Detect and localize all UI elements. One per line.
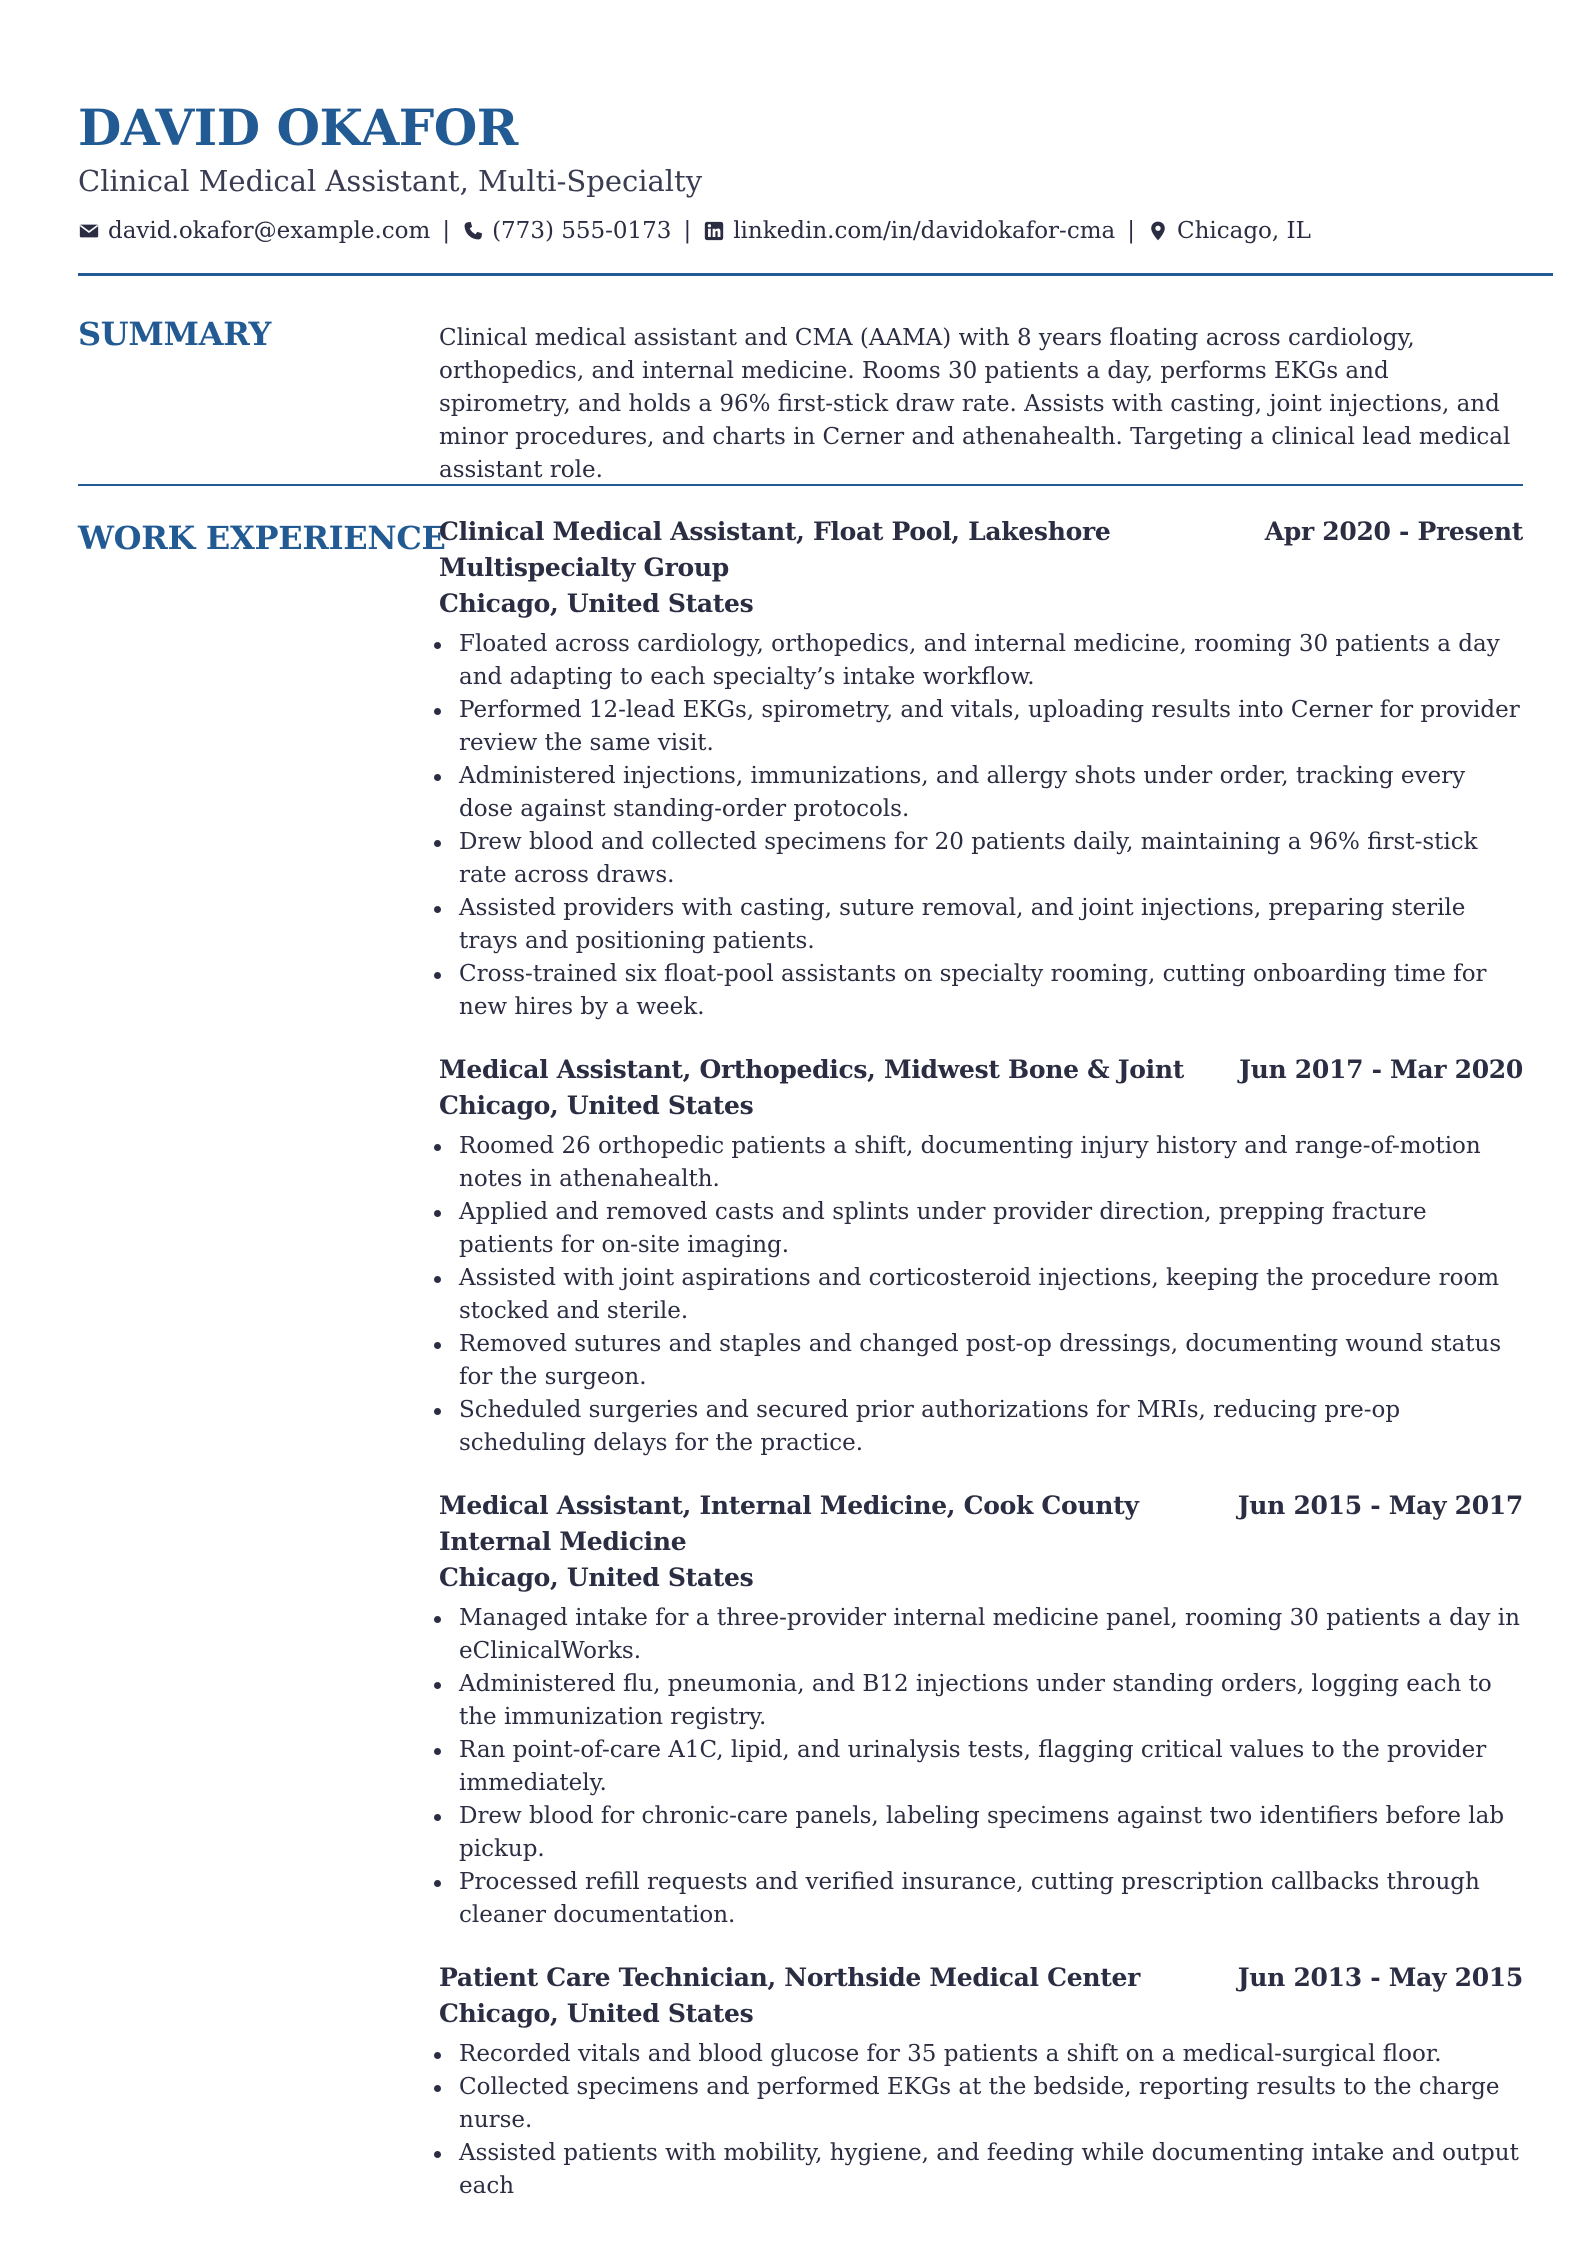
bullet-item: Assisted providers with casting, suture removal, and joint injections, preparing sterile trays and positioning patients. xyxy=(439,892,1523,958)
job-bullets xyxy=(439,2038,1523,2203)
job-title: Clinical Medical Assistant, Float Pool, Lakeshore Multispecialty Group xyxy=(439,517,1111,582)
candidate-name: DAVID OKAFOR xyxy=(78,98,518,157)
summary-text: Clinical medical assistant and CMA (AAMA) with 8 years floating across cardiology, orthopedics, and internal medicine. Rooms 30 patients a day, performs EKGs and spirometry, and holds a 96% first-stick draw rate. Assists with casting, joint injections, and minor procedures, and charts in Cerner and athenahealth. Targeting a clinical lead medical assistant role. xyxy=(439,325,1511,483)
bullet-item: Administered flu, pneumonia, and B12 injections under standing orders, logging each to the immunization registry. xyxy=(439,1668,1523,1734)
job-location: Chicago, United States xyxy=(439,589,754,618)
contact-phone[interactable] xyxy=(462,218,671,244)
job-entry xyxy=(439,514,1523,1024)
bullet-item: Performed 12-lead EKGs, spirometry, and vitals, uploading results into Cerner for provider review the same visit. xyxy=(439,694,1523,760)
contact-linkedin[interactable] xyxy=(703,218,1115,244)
job-location: Chicago, United States xyxy=(439,1999,754,2028)
job-dates: Jun 2017 - Mar 2020 xyxy=(1239,1055,1523,1084)
bullet-item: Assisted with joint aspirations and corticosteroid injections, keeping the procedure room stocked and sterile. xyxy=(439,1262,1523,1328)
bullet-item: Drew blood for chronic-care panels, labeling specimens against two identifiers before lab pickup. xyxy=(439,1800,1523,1866)
contact-separator: | xyxy=(683,218,692,244)
linkedin-icon xyxy=(703,220,725,242)
bullet-item: Cross-trained six float-pool assistants on specialty rooming, cutting onboarding time for new hires by a week. xyxy=(439,958,1523,1024)
bullet-item: Administered injections, immunizations, and allergy shots under order, tracking every dose against standing-order protocols. xyxy=(439,760,1523,826)
summary-section xyxy=(439,322,1523,487)
job-entry xyxy=(439,1052,1523,1460)
envelope-icon xyxy=(78,220,100,242)
job-title: Medical Assistant, Internal Medicine, Cook County Internal Medicine xyxy=(439,1491,1139,1556)
job-bullets xyxy=(439,1602,1523,1932)
job-bullets xyxy=(439,1130,1523,1460)
job-location: Chicago, United States xyxy=(439,1091,754,1120)
bullet-item: Drew blood and collected specimens for 20 patients daily, maintaining a 96% first-stick rate across draws. xyxy=(439,826,1523,892)
job-location: Chicago, United States xyxy=(439,1563,754,1592)
header-divider xyxy=(78,273,1553,276)
bullet-item: Processed refill requests and verified insurance, cutting prescription callbacks through cleaner documentation. xyxy=(439,1866,1523,1932)
contact-email-text: david.okafor@example.com xyxy=(108,218,431,244)
contact-location xyxy=(1147,218,1311,244)
job-dates: Jun 2013 - May 2015 xyxy=(1237,1963,1523,1992)
bullet-item: Ran point-of-care A1C, lipid, and urinalysis tests, flagging critical values to the provider immediately. xyxy=(439,1734,1523,1800)
job-title: Patient Care Technician, Northside Medical Center xyxy=(439,1963,1140,1992)
contact-linkedin-text: linkedin.com/in/davidokafor-cma xyxy=(733,218,1116,244)
bullet-item: Removed sutures and staples and changed post-op dressings, documenting wound status for the surgeon. xyxy=(439,1328,1523,1394)
bullet-item: Roomed 26 orthopedic patients a shift, documenting injury history and range-of-motion notes in athenahealth. xyxy=(439,1130,1523,1196)
work-experience-heading: WORK EXPERIENCE xyxy=(78,519,446,557)
contact-location-text: Chicago, IL xyxy=(1176,218,1311,244)
work-experience-section xyxy=(439,514,1523,2231)
job-title: Medical Assistant, Orthopedics, Midwest Bone & Joint xyxy=(439,1055,1184,1084)
job-dates: Apr 2020 - Present xyxy=(1264,517,1523,546)
bullet-item: Scheduled surgeries and secured prior authorizations for MRIs, reducing pre-op scheduling delays for the practice. xyxy=(439,1394,1523,1460)
summary-heading: SUMMARY xyxy=(78,315,272,353)
contact-separator: | xyxy=(1127,218,1135,244)
section-divider xyxy=(78,484,1523,486)
contact-email[interactable] xyxy=(78,218,430,244)
job-entry xyxy=(439,1488,1523,1932)
bullet-item: Recorded vitals and blood glucose for 35 patients a shift on a medical-surgical floor. xyxy=(439,2038,1523,2071)
bullet-item: Collected specimens and performed EKGs at the bedside, reporting results to the charge nurse. xyxy=(439,2071,1523,2137)
job-bullets xyxy=(439,628,1523,1024)
bullet-item: Assisted patients with mobility, hygiene, and feeding while documenting intake and output each xyxy=(439,2137,1523,2203)
contact-phone-text: (773) 555-0173 xyxy=(492,218,672,244)
bullet-item: Managed intake for a three-provider internal medicine panel, rooming 30 patients a day in eClinicalWorks. xyxy=(439,1602,1523,1668)
contact-separator: | xyxy=(442,218,451,244)
map-pin-icon xyxy=(1147,220,1169,242)
bullet-item: Applied and removed casts and splints under provider direction, prepping fracture patients for on-site imaging. xyxy=(439,1196,1523,1262)
job-entry xyxy=(439,1960,1523,2203)
phone-icon xyxy=(462,220,484,242)
job-dates: Jun 2015 - May 2017 xyxy=(1237,1491,1523,1520)
bullet-item: Floated across cardiology, orthopedics, and internal medicine, rooming 30 patients a day and adapting to each specialty’s intake workflow. xyxy=(439,628,1523,694)
contact-bar xyxy=(78,213,1311,249)
candidate-headline: Clinical Medical Assistant, Multi-Specialty xyxy=(78,164,703,198)
